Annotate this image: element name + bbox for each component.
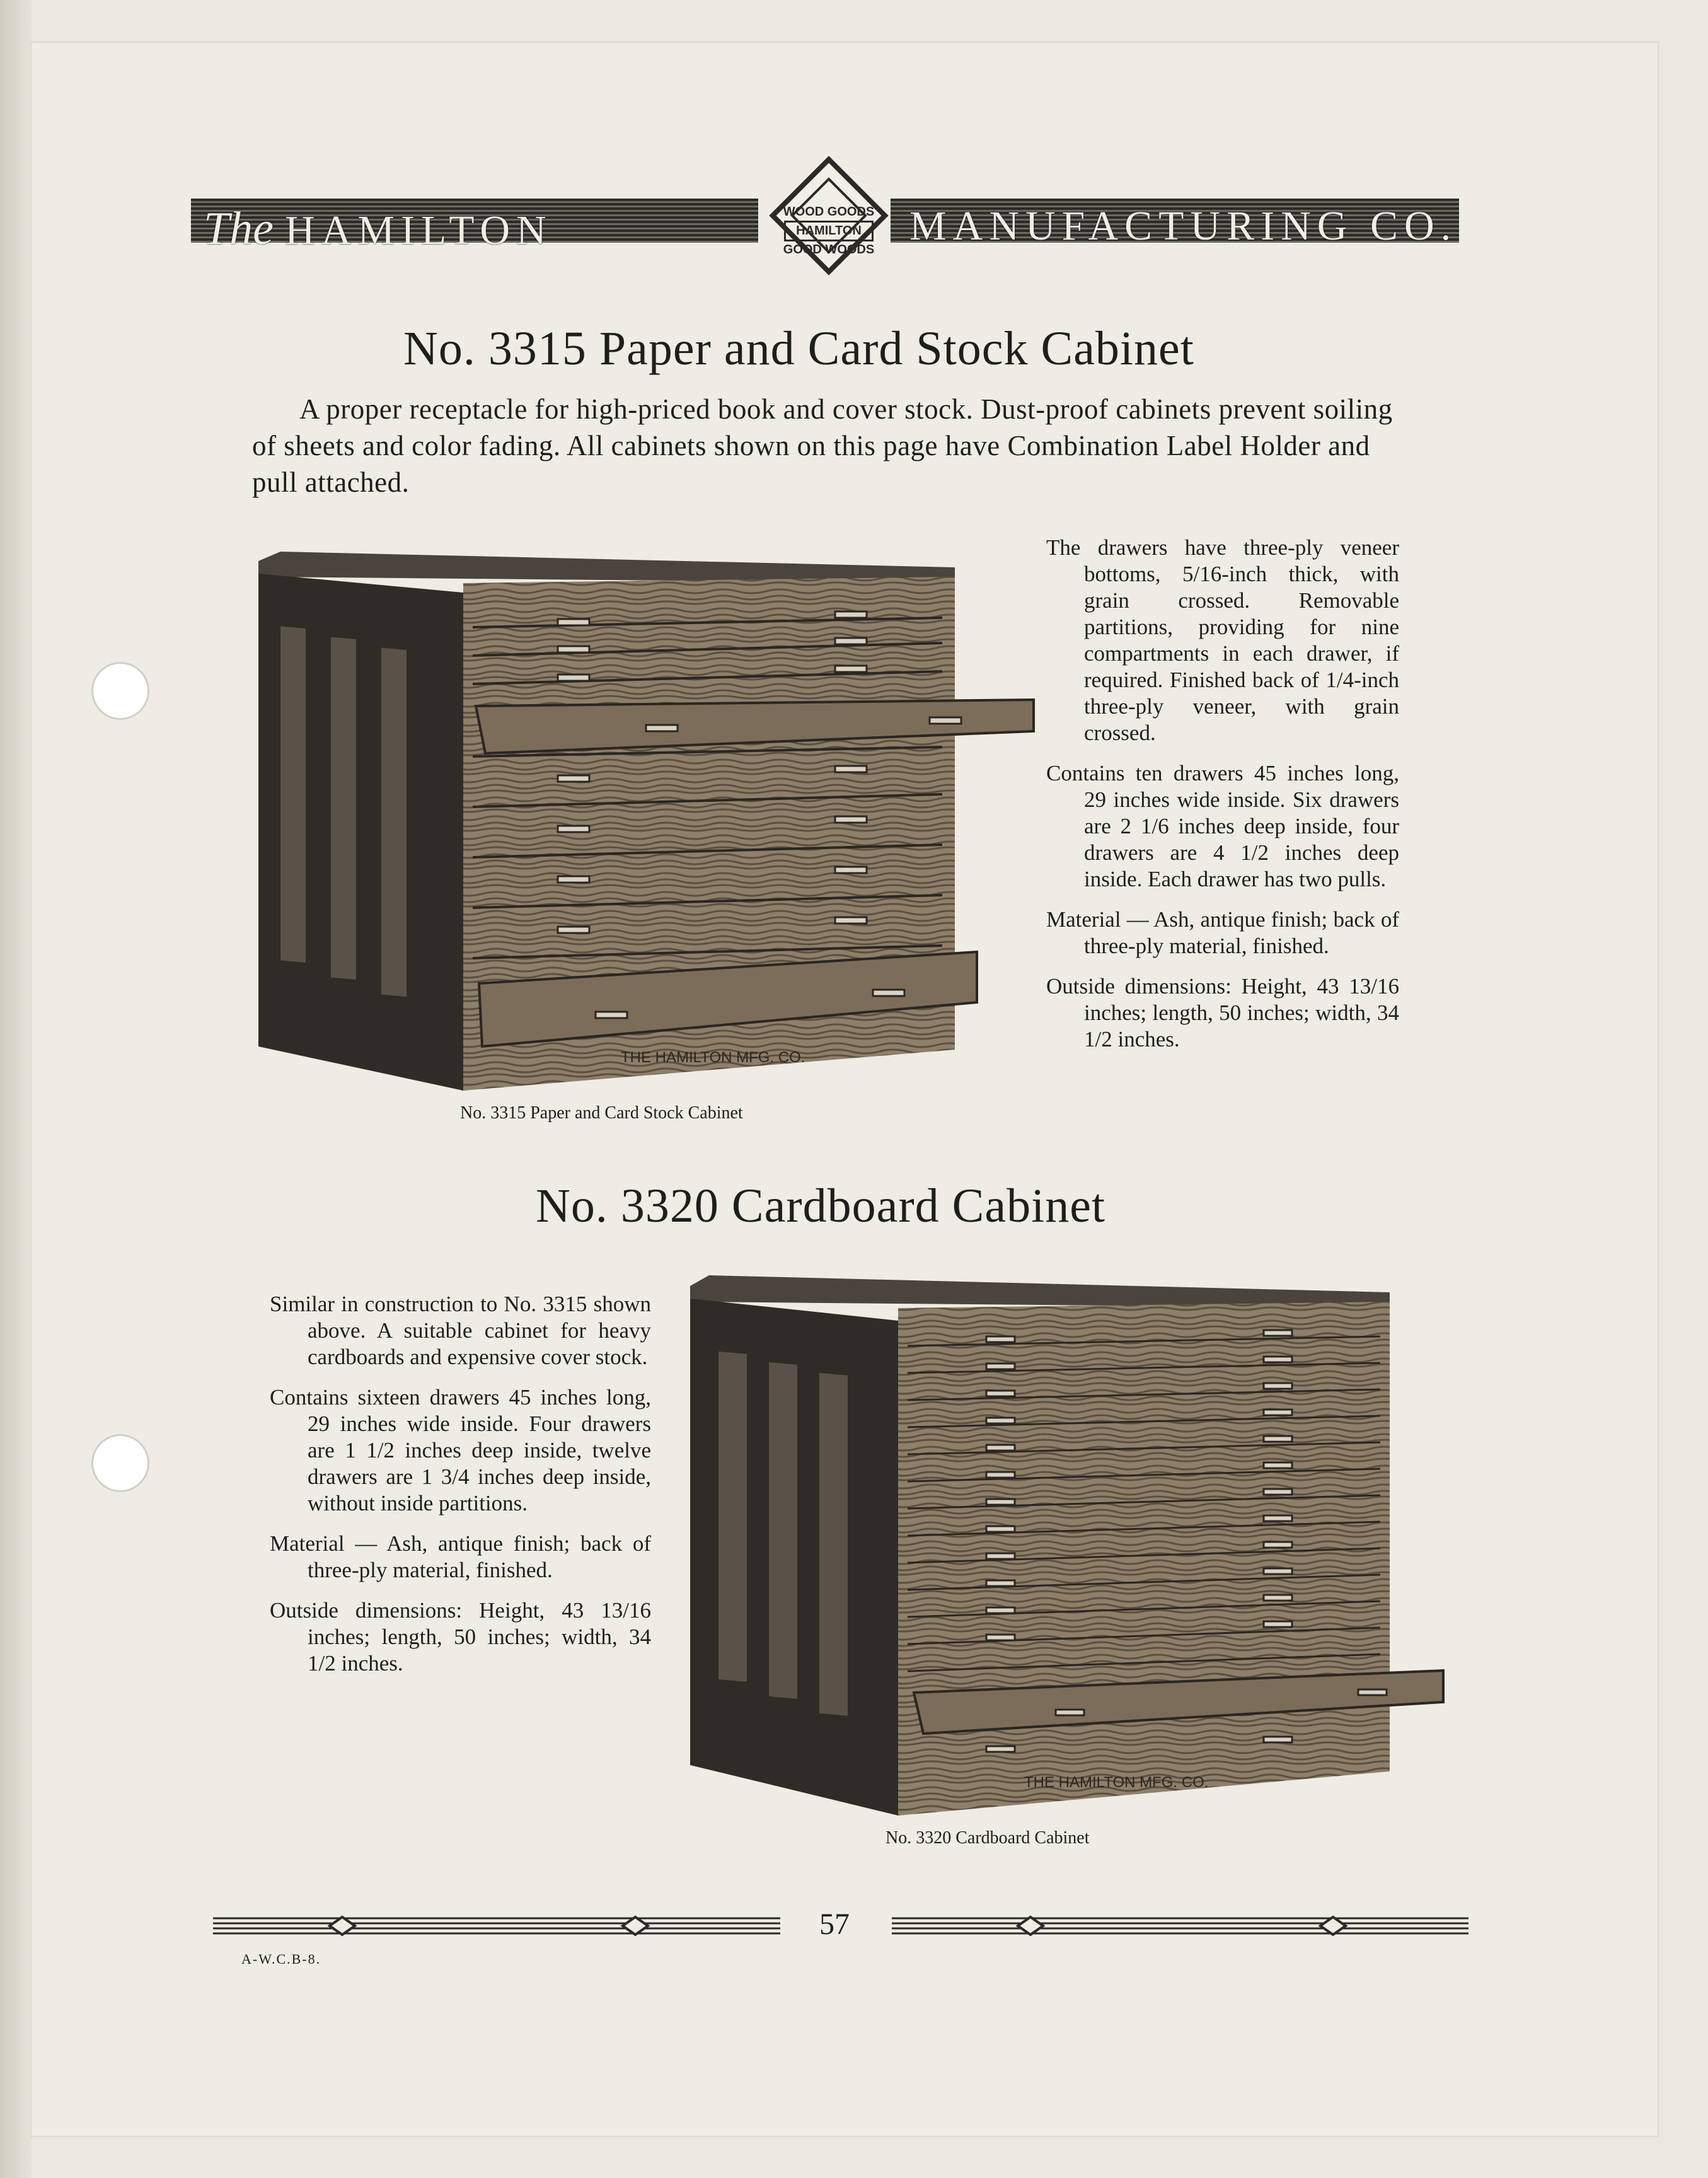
section1-spec-contents: Contains ten drawers 45 inches long, 29 inches wide inside. Six drawers are 2 1/6 inches deep inside, four drawers are 4 1/2 inches deep inside. Each drawer has two pulls. bbox=[1046, 761, 1399, 891]
section1-title: No. 3315 Paper and Card Stock Cabinet bbox=[403, 322, 1194, 375]
banner-the: The bbox=[204, 203, 274, 255]
footer-rule-left bbox=[213, 1913, 780, 1938]
cabinet-3320-stamp: THE HAMILTON MFG. CO. bbox=[1024, 1774, 1209, 1791]
emblem-mid: HAMILTON bbox=[784, 221, 874, 241]
footer-rule-right bbox=[892, 1913, 1469, 1938]
section1-intro bbox=[252, 391, 1399, 501]
banner-company-right: MANUFACTURING CO. bbox=[909, 203, 1458, 249]
cabinet-3315-stamp: THE HAMILTON MFG. CO. bbox=[621, 1049, 805, 1066]
section1-spec-material: Material — Ash, antique finish; back of three-ply material, finished. bbox=[1046, 907, 1399, 958]
punch-hole bbox=[91, 662, 149, 720]
section2-spec-material: Material — Ash, antique finish; back of three-ply material, finished. bbox=[270, 1531, 651, 1582]
punch-hole bbox=[91, 1434, 149, 1492]
section2-caption: No. 3320 Cardboard Cabinet bbox=[886, 1828, 1090, 1848]
section1-caption: No. 3315 Paper and Card Stock Cabinet bbox=[460, 1103, 743, 1123]
catalog-code: A-W.C.B-8. bbox=[241, 1951, 321, 1967]
banner-company-left: HAMILTON bbox=[285, 207, 553, 253]
section1-spec-dimensions: Outside dimensions: Height, 43 13/16 inches; length, 50 inches; width, 34 1/2 inches. bbox=[1046, 974, 1399, 1051]
section2-specs bbox=[270, 1291, 651, 1691]
binding-spine bbox=[0, 0, 32, 2178]
section2-spec-contents: Contains sixteen drawers 45 inches long, 29 inches wide inside. Four drawers are 1 1/2 inches deep inside, twelve drawers are 1 3/4 inches deep inside, without inside partitions. bbox=[270, 1385, 651, 1515]
section1-specs bbox=[1046, 535, 1399, 1067]
cabinet-3320-illustration bbox=[690, 1273, 1446, 1816]
banner-left bbox=[191, 199, 758, 255]
banner-right bbox=[891, 199, 1459, 249]
section1-spec-drawers: The drawers have three-ply veneer bottoms, 5/16-inch thick, with grain crossed. Removable partitions, providing for nine compartments in each drawer, if required. Finished back of 1/4-inch three-ply veneer, with grain crossed. bbox=[1046, 535, 1399, 745]
emblem-bottom: GOOD WOODS bbox=[783, 243, 875, 257]
section2-title: No. 3320 Cardboard Cabinet bbox=[536, 1179, 1106, 1232]
emblem-top: WOOD GOODS bbox=[783, 205, 875, 219]
section1-intro-text: A proper receptacle for high-priced book and cover stock. Dust-proof cabinets prevent soiling of sheets and color fading. All cabinets shown on this page have Combination Label Holder and pull attached. bbox=[252, 393, 1393, 498]
emblem-text bbox=[771, 205, 886, 257]
company-banner bbox=[191, 192, 1459, 257]
section2-spec-similar: Similar in construction to No. 3315 shown above. A suitable cabinet for heavy cardboards and expensive cover stock. bbox=[270, 1292, 651, 1369]
cabinet-3315-illustration bbox=[255, 548, 1037, 1091]
section2-spec-dimensions: Outside dimensions: Height, 43 13/16 inches; length, 50 inches; width, 34 1/2 inches. bbox=[270, 1598, 651, 1676]
page-number: 57 bbox=[819, 1908, 850, 1941]
